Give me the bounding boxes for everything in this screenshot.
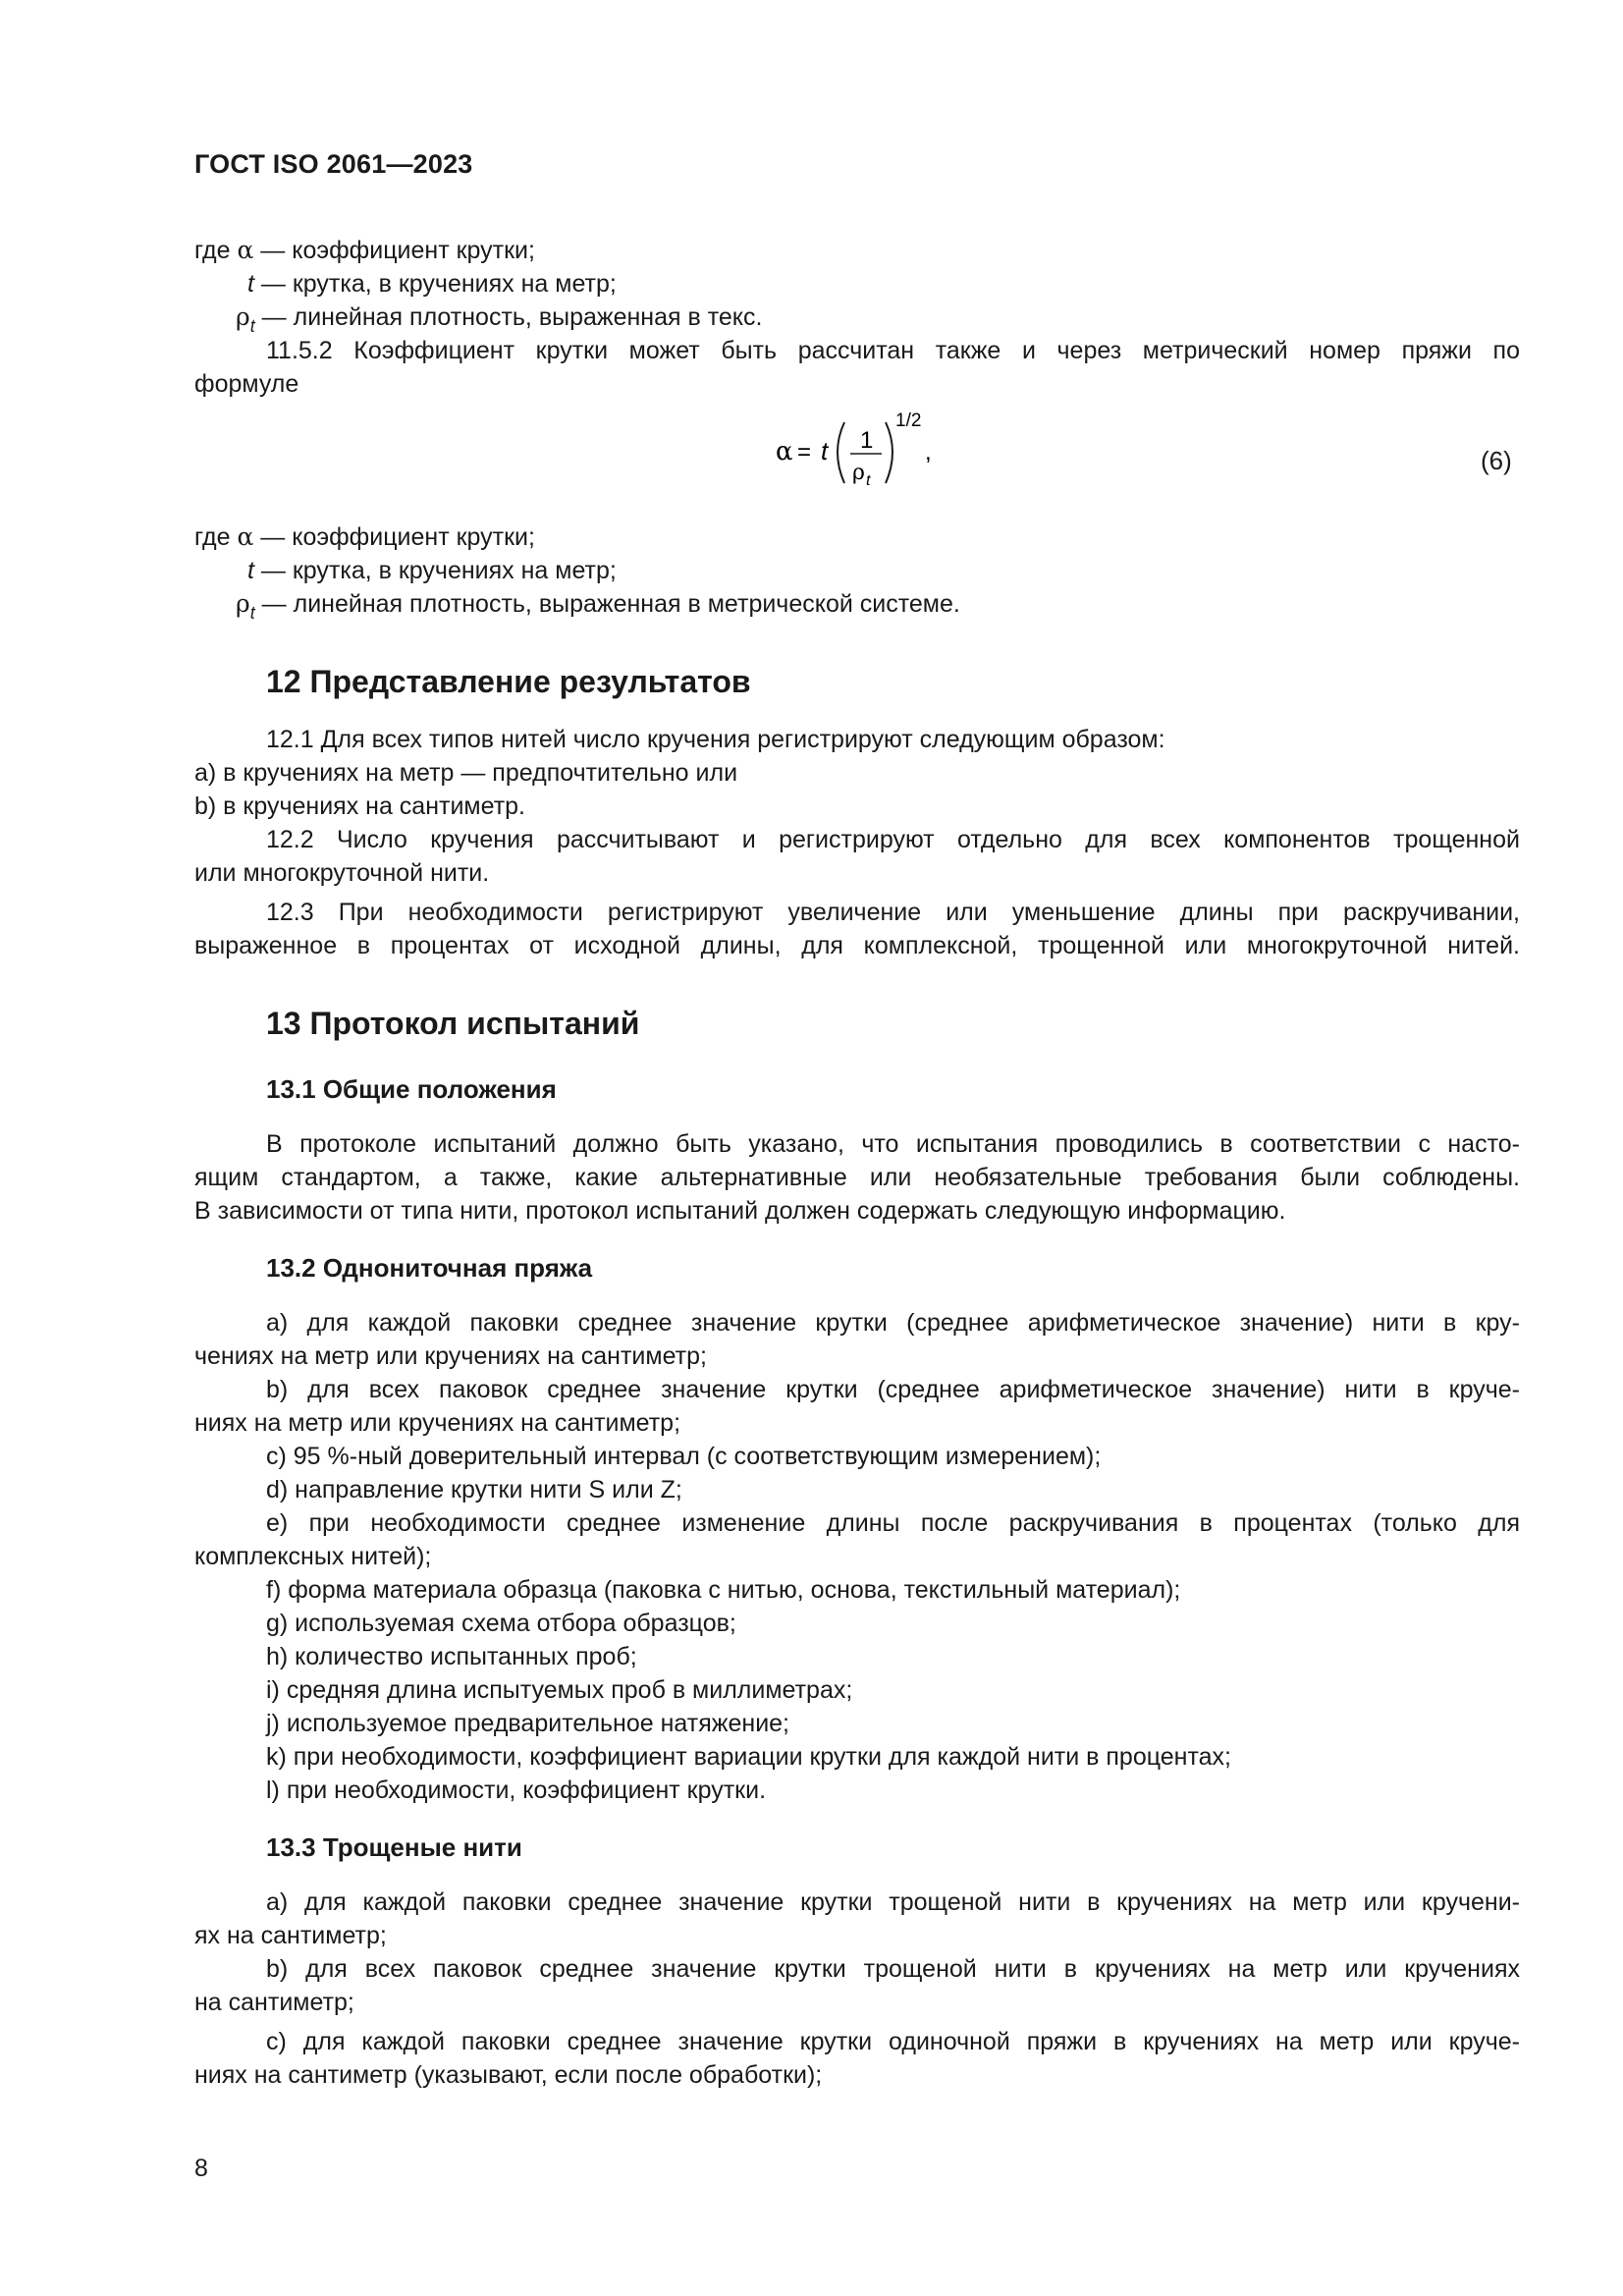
section-13-1-title: 13.1 Общие положения (266, 1074, 557, 1104)
where2-intro: где (194, 523, 231, 551)
para-12-1-b: b) в кручениях на сантиметр. (194, 793, 525, 820)
section-12-title: 12 Представление результатов (266, 664, 751, 699)
right-paren (886, 422, 893, 483)
para-13-1-line1: В протоколе испытаний должно быть указано, что испытания проводились в соответствии с насто- (266, 1130, 1520, 1158)
item-13-3-a-line1: а) для каждой паковки среднее значение крутки трощеной нити в кручениях на метр или кручени- (266, 1888, 1520, 1916)
para-12-2-line1: 12.2 Число кручения рассчитывают и регистрируют отдельно для всех компонентов трощенной (266, 826, 1520, 853)
alpha2-definition: — коэффициент крутки; (253, 523, 535, 551)
formula-equals: = (797, 439, 812, 465)
item-13-2-d: d) направление крутки нити S или Z; (266, 1476, 682, 1503)
formula-number: (6) (1481, 446, 1512, 475)
page-number: 8 (194, 2155, 208, 2182)
item-13-2-h: h) количество испытанных проб; (266, 1643, 637, 1670)
item-13-3-a-line2: ях на сантиметр; (194, 1922, 387, 1949)
formula-den-rho: ρ (852, 461, 865, 485)
para-12-3-line1: 12.3 При необходимости регистрируют увеличение или уменьшение длины при раскручивании, (266, 899, 1520, 926)
document-header: ГОСТ ISO 2061—2023 (194, 149, 473, 179)
item-13-2-e-line1: e) при необходимости среднее изменение длины после раскручивания в процентах (только для (266, 1509, 1520, 1537)
formula-comma: , (925, 439, 932, 465)
where-alpha-line (194, 234, 535, 267)
formula-numerator: 1 (860, 427, 874, 454)
item-13-2-g: g) используемая схема отбора образцов; (266, 1610, 736, 1637)
t2-symbol: t (247, 557, 254, 584)
item-13-2-b-line1: b) для всех паковок среднее значение крутки (среднее арифметическое значение) нити в круче- (266, 1376, 1520, 1403)
rho-definition: — линейная плотность, выраженная в текс. (254, 303, 763, 331)
para-12-2-line2: или многокруточной нити. (194, 859, 490, 887)
para-13-1-line3: В зависимости от типа нити, протокол испытаний должен содержать следующую информацию. (194, 1197, 1286, 1225)
section-13-3-title: 13.3 Трощеные нити (266, 1832, 522, 1862)
para-11-5-2-line1: 11.5.2 Коэффициент крутки может быть рассчитан также и через метрический номер пряжи по (266, 337, 1520, 364)
item-13-3-c-line1: c) для каждой паковки среднее значение крутки одиночной пряжи в кручениях на метр или круче- (266, 2028, 1520, 2055)
para-12-1: 12.1 Для всех типов нитей число кручения регистрируют следующим образом: (266, 726, 1165, 753)
para-12-3-line2: выраженное в процентах от исходной длины, для комплексной, трощенной или многокруточной нитей. (194, 932, 1520, 959)
rho-subscript: t (249, 316, 255, 336)
rho2-subscript: t (249, 603, 255, 623)
rho2-definition: — линейная плотность, выраженная в метрической системе. (254, 590, 960, 618)
t-symbol: t (247, 270, 254, 298)
item-13-3-b-line2: на сантиметр; (194, 1989, 354, 2016)
item-13-2-b-line2: ниях на метр или кручениях на сантиметр; (194, 1409, 681, 1437)
item-13-2-c: c) 95 %-ный доверительный интервал (с соответствующим измерением); (266, 1443, 1102, 1470)
where2-rho-line (236, 587, 960, 623)
item-13-2-e-line2: комплексных нитей); (194, 1543, 432, 1570)
formula-t: t (821, 436, 829, 465)
para-11-5-2-line2: формуле (194, 370, 299, 398)
alpha2-symbol: α (237, 522, 254, 551)
para-12-1-a: а) в кручениях на метр — предпочтительно или (194, 759, 738, 787)
formula-exponent: 1/2 (895, 410, 922, 431)
para-13-1-line2: ящим стандартом, а также, какие альтернативные или необязательные требования были соблюдены. (194, 1164, 1520, 1191)
section-13-title: 13 Протокол испытаний (266, 1006, 640, 1041)
item-13-2-j: j) используемое предварительное натяжение; (266, 1710, 790, 1737)
item-13-3-c-line2: ниях на сантиметр (указывают, если после обработки); (194, 2061, 823, 2089)
item-13-2-i: i) средняя длина испытуемых проб в миллиметрах; (266, 1676, 853, 1704)
alpha-symbol: α (237, 236, 254, 264)
formula-lhs: α (776, 437, 793, 466)
where-t-line (247, 267, 617, 301)
where2-alpha-line (194, 520, 535, 554)
item-13-2-l: l) при необходимости, коэффициент крутки. (266, 1777, 767, 1804)
alpha-definition: — коэффициент крутки; (253, 237, 535, 264)
rho2-symbol: ρ (236, 589, 250, 618)
t-definition: — крутка, в кручениях на метр; (253, 270, 617, 298)
item-13-2-k: k) при необходимости, коэффициент вариации крутки для каждой нити в процентах; (266, 1743, 1231, 1771)
where2-t-line (247, 554, 617, 587)
rho-symbol: ρ (236, 302, 250, 331)
left-paren (838, 422, 844, 483)
formula-den-sub: t (866, 472, 871, 489)
t2-definition: — крутка, в кручениях на метр; (253, 557, 617, 584)
item-13-2-f: f) форма материала образца (паковка с нитью, основа, текстильный материал); (266, 1576, 1181, 1604)
where-rho-line (236, 301, 762, 336)
formula-6 (766, 405, 962, 503)
item-13-2-a-line2: чениях на метр или кручениях на сантиметр; (194, 1342, 707, 1370)
item-13-2-a-line1: а) для каждой паковки среднее значение крутки (среднее арифметическое значение) нити в кру- (266, 1309, 1520, 1337)
where-intro: где (194, 237, 231, 264)
section-13-2-title: 13.2 Однониточная пряжа (266, 1253, 593, 1283)
item-13-3-b-line1: b) для всех паковок среднее значение крутки трощеной нити в кручениях на метр или кручениях (266, 1955, 1520, 1983)
